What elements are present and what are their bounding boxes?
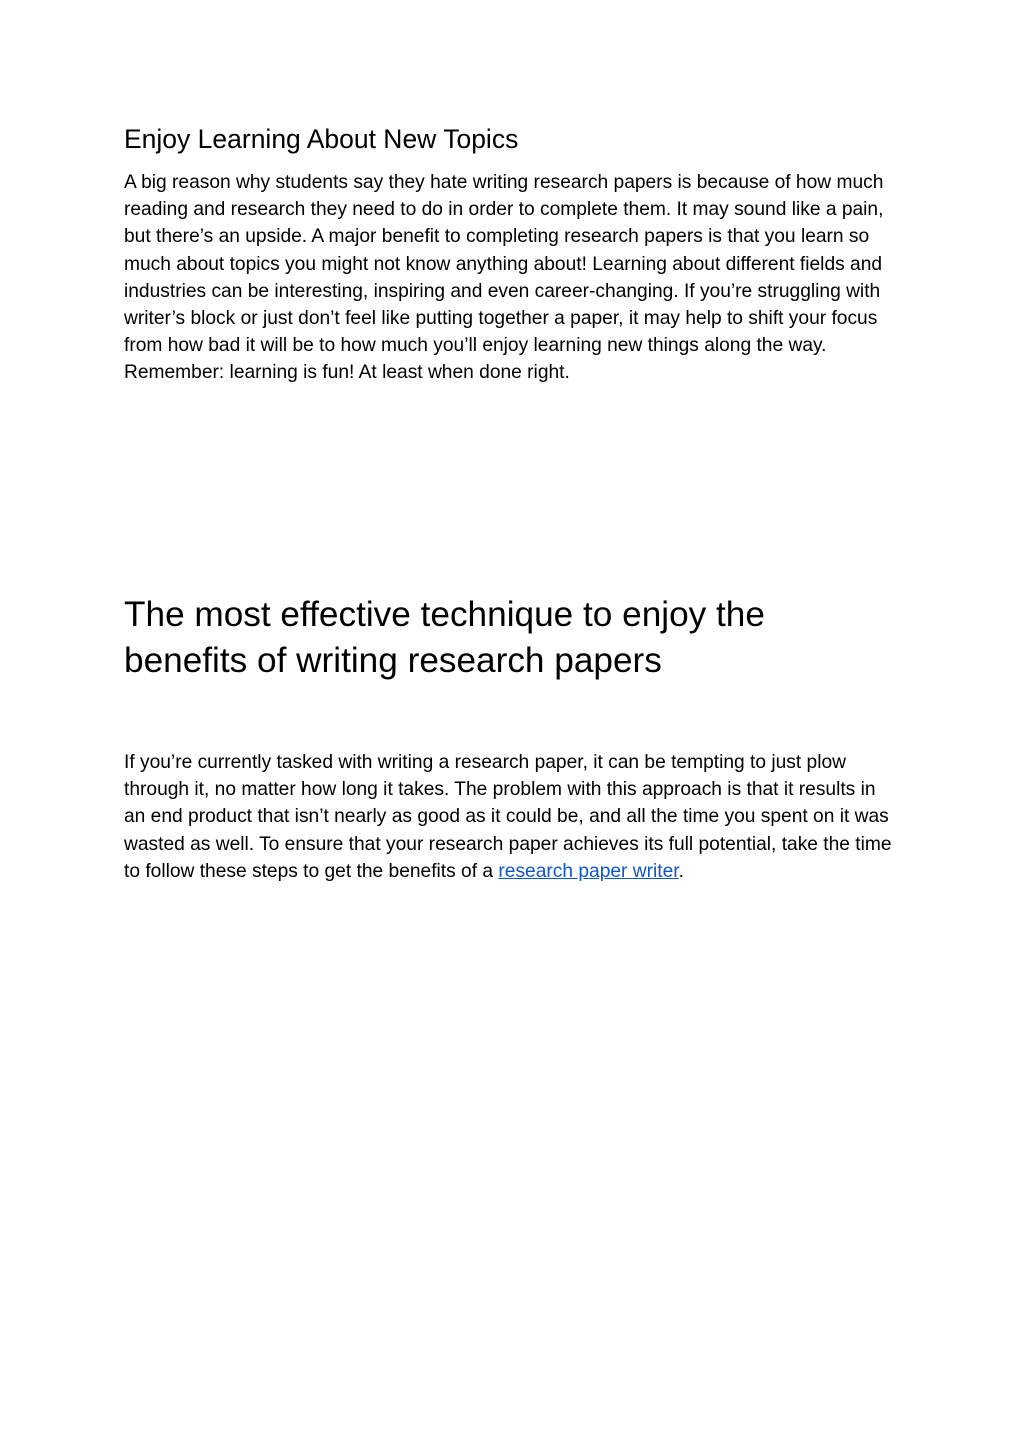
paragraph-text-after-link: . (678, 860, 684, 882)
research-paper-writer-link[interactable]: research paper writer (498, 860, 679, 882)
section-paragraph-effective-technique (124, 749, 896, 885)
paragraph-text-before-link: If you’re currently tasked with writing a research paper, it can be tempting to just plow through it, no matter how long it takes. The problem with this approach is that it results in an end product that isn’t nearly as good as it could be, and all the time you spent on it was wasted as well. To ensure that your research paper achieves its full potential, take the time to follow these steps to get the benefits of a (124, 752, 892, 882)
section-heading-enjoy-learning: Enjoy Learning About New Topics (124, 124, 519, 154)
section-heading-effective-technique: The most effective technique to enjoy the benefits of writing research papers (124, 595, 765, 680)
section-paragraph-enjoy-learning: A big reason why students say they hate writing research papers is because of how much reading and research they need to do in order to complete them. It may sound like a pain, but there’s an upside. A major benefit to completing research papers is that you learn so much about topics you might not know anything about! Learning about different fields and industries can be interesting, inspiring and even career-changing. If you’re struggling with writer’s block or just don’t feel like putting together a paper, it may help to shift your focus from how bad it will be to how much you’ll enjoy learning new things along the way. Remember: learning is fun! At least when done right. (124, 172, 884, 384)
